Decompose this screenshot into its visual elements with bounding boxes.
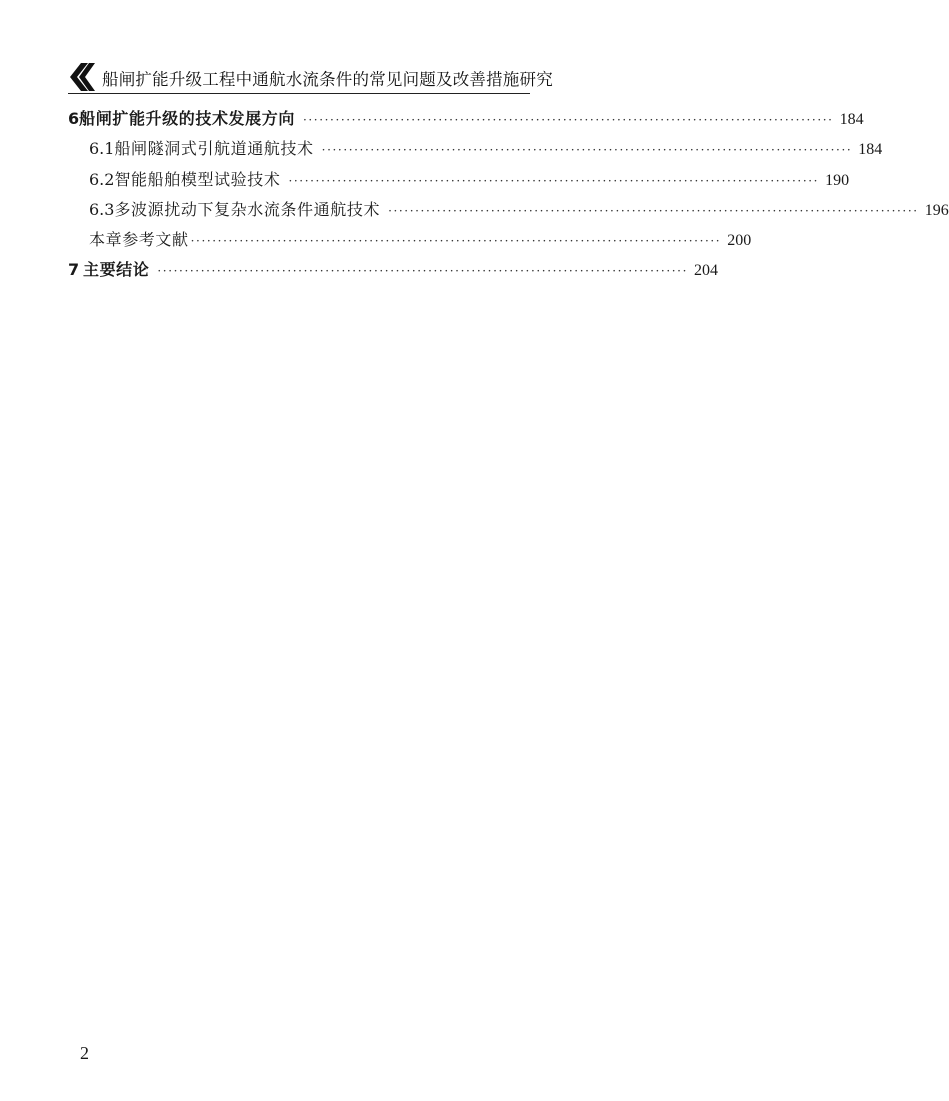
toc-entry-number: 6 — [68, 109, 80, 128]
toc-entry-chapter-6[interactable] — [68, 106, 864, 136]
dot-leader: ·································································································· — [388, 203, 919, 218]
running-header — [68, 62, 553, 92]
toc-entry-chapter-7[interactable] — [68, 257, 718, 287]
toc-entry-number: 7 — [68, 260, 80, 280]
toc-entry-title: 智能船舶模型试验技术 — [114, 169, 281, 189]
toc-entry-section-6-2[interactable] — [68, 167, 850, 197]
toc-entry-title: 主要结论 — [82, 260, 150, 280]
toc-entry-page: 184 — [839, 111, 864, 128]
toc-entry-section-6-3[interactable] — [68, 197, 949, 227]
toc-entry-page: 196 — [924, 201, 949, 219]
dot-leader: ·································································································· — [321, 143, 853, 158]
toc-entry-title: 船闸隧洞式引航道通航技术 — [114, 139, 314, 159]
toc-entry-number: 6.2 — [89, 169, 115, 189]
toc-entry-number: 6.1 — [89, 139, 115, 159]
double-chevron-left-icon — [68, 62, 96, 92]
toc-entry-page: 204 — [694, 262, 718, 280]
toc-entry-number: 6.3 — [89, 199, 115, 219]
toc-entry-page: 190 — [825, 171, 850, 189]
toc-entry-title: 本章参考文献 — [89, 230, 189, 250]
toc-entry-references[interactable] — [68, 227, 752, 257]
header-rule — [68, 93, 530, 94]
dot-leader: ·································································································· — [302, 113, 834, 127]
toc-entry-page: 200 — [727, 232, 752, 250]
dot-leader: ·································································································· — [157, 264, 688, 279]
header-title: 船闸扩能升级工程中通航水流条件的常见问题及改善措施研究 — [102, 70, 553, 89]
toc-entry-title: 船闸扩能升级的技术发展方向 — [79, 109, 295, 128]
table-of-contents — [68, 106, 949, 288]
toc-entry-page: 184 — [858, 141, 883, 159]
page-number: 2 — [80, 1043, 89, 1063]
dot-leader: ·································································································· — [288, 173, 820, 188]
dot-leader: ·································································································· — [190, 234, 722, 249]
toc-entry-title: 多波源扰动下复杂水流条件通航技术 — [114, 199, 381, 219]
toc-entry-section-6-1[interactable] — [68, 136, 883, 166]
